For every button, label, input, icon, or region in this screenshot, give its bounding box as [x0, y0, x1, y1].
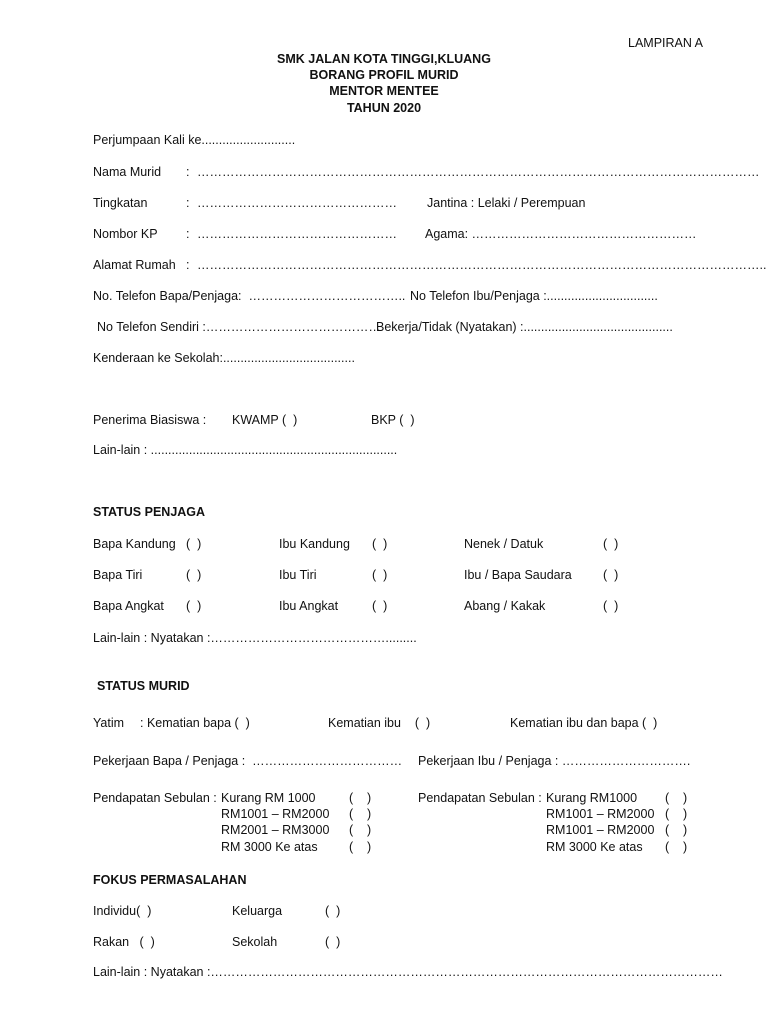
- family-checkbox[interactable]: ( ): [325, 904, 341, 918]
- income-range-label: RM1001 – RM2000: [546, 807, 655, 821]
- mother-job-field[interactable]: Pekerjaan Ibu / Penjaga : ………………………….: [418, 754, 691, 768]
- income-checkbox[interactable]: ( ): [665, 823, 688, 837]
- guardian-option-checkbox[interactable]: ( ): [372, 568, 388, 582]
- orphan-father-checkbox[interactable]: : Kematian bapa ( ): [140, 716, 250, 730]
- address-colon: :: [186, 258, 190, 272]
- orphan-both-checkbox[interactable]: Kematian ibu dan bapa ( ): [510, 716, 658, 730]
- guardian-status-heading: STATUS PENJAGA: [93, 505, 206, 519]
- level-label: Tingkatan: [93, 196, 148, 210]
- school-label: Sekolah: [232, 935, 278, 949]
- own-phone-field[interactable]: No Telefon Sendiri :……………………………………: [97, 320, 381, 334]
- income-range-label: RM 3000 Ke atas: [221, 840, 318, 854]
- form-year: TAHUN 2020: [346, 101, 422, 115]
- guardian-option-label: Bapa Kandung: [93, 537, 176, 551]
- guardian-option-checkbox[interactable]: ( ): [603, 568, 619, 582]
- income-range-label: Kurang RM1000: [546, 791, 638, 805]
- income-right-label: Pendapatan Sebulan :: [418, 791, 542, 805]
- program-name: MENTOR MENTEE: [329, 84, 439, 98]
- bkp-checkbox[interactable]: BKP ( ): [371, 413, 415, 427]
- orphan-mother-checkbox[interactable]: Kematian ibu ( ): [328, 716, 431, 730]
- father-job-field[interactable]: Pekerjaan Bapa / Penjaga : ………………………………: [93, 754, 403, 768]
- guardian-option-label: Ibu / Bapa Saudara: [464, 568, 572, 582]
- focus-others-field[interactable]: Lain-lain : Nyatakan :……………………………………………………………………………………………………………: [93, 965, 723, 979]
- transport-field[interactable]: Kenderaan ke Sekolah:......................................: [93, 351, 355, 365]
- address-field[interactable]: ………………………………………………………………………………………………………………………..: [197, 258, 767, 272]
- income-checkbox[interactable]: ( ): [665, 807, 688, 821]
- guardian-option-checkbox[interactable]: ( ): [603, 537, 619, 551]
- income-range-label: Kurang RM 1000: [221, 791, 316, 805]
- income-range-label: RM1001 – RM2000: [546, 823, 655, 837]
- income-checkbox[interactable]: ( ): [665, 840, 688, 854]
- religion-field[interactable]: Agama: ………………………………………………: [425, 227, 697, 241]
- income-range-label: RM 3000 Ke atas: [546, 840, 643, 854]
- ic-label: Nombor KP: [93, 227, 158, 241]
- income-checkbox[interactable]: ( ): [665, 791, 688, 805]
- name-label: Nama Murid: [93, 165, 162, 179]
- income-left-label: Pendapatan Sebulan :: [93, 791, 217, 805]
- name-field[interactable]: ………………………………………………………………………………………………………………………: [197, 165, 760, 179]
- guardian-option-checkbox[interactable]: ( ): [372, 599, 388, 613]
- ic-field[interactable]: …………………………………………: [197, 227, 397, 241]
- form-title: BORANG PROFIL MURID: [309, 68, 459, 82]
- ic-colon: :: [186, 227, 190, 241]
- family-label: Keluarga: [232, 904, 283, 918]
- guardian-option-label: Abang / Kakak: [464, 599, 546, 613]
- school-checkbox[interactable]: ( ): [325, 935, 341, 949]
- income-checkbox[interactable]: ( ): [349, 840, 372, 854]
- guardian-option-checkbox[interactable]: ( ): [186, 537, 202, 551]
- income-checkbox[interactable]: ( ): [349, 823, 372, 837]
- orphan-label: Yatim: [93, 716, 125, 730]
- parent-phone-field[interactable]: No. Telefon Bapa/Penjaga: ………………………………..: [93, 289, 406, 303]
- kwamp-checkbox[interactable]: KWAMP ( ): [232, 413, 298, 427]
- others-field[interactable]: Lain-lain : .......................................................................: [93, 443, 398, 457]
- working-field[interactable]: Bekerja/Tidak (Nyatakan) :...........................................: [376, 320, 673, 334]
- name-colon: :: [186, 165, 190, 179]
- income-range-label: RM2001 – RM3000: [221, 823, 330, 837]
- guardian-option-checkbox[interactable]: ( ): [186, 568, 202, 582]
- guardian-option-label: Ibu Tiri: [279, 568, 317, 582]
- income-checkbox[interactable]: ( ): [349, 807, 372, 821]
- guardian-option-label: Ibu Angkat: [279, 599, 339, 613]
- peers-checkbox[interactable]: Rakan ( ): [93, 935, 155, 949]
- student-status-heading: STATUS MURID: [97, 679, 190, 693]
- guardian-option-checkbox[interactable]: ( ): [603, 599, 619, 613]
- meeting-field[interactable]: Perjumpaan Kali ke...........................: [93, 133, 296, 147]
- address-label: Alamat Rumah: [93, 258, 176, 272]
- guardian-option-label: Nenek / Datuk: [464, 537, 544, 551]
- school-name: SMK JALAN KOTA TINGGI,KLUANG: [277, 52, 491, 66]
- guardian-others-field[interactable]: Lain-lain : Nyatakan :…………………………………….........: [93, 631, 417, 645]
- guardian-option-label: Ibu Kandung: [279, 537, 350, 551]
- guardian-option-label: Bapa Angkat: [93, 599, 164, 613]
- individual-checkbox[interactable]: Individu( ): [93, 904, 152, 918]
- income-checkbox[interactable]: ( ): [349, 791, 372, 805]
- income-range-label: RM1001 – RM2000: [221, 807, 330, 821]
- guardian-option-checkbox[interactable]: ( ): [372, 537, 388, 551]
- scholarship-label: Penerima Biasiswa :: [93, 413, 207, 427]
- level-field[interactable]: …………………………………………: [197, 196, 397, 210]
- mother-phone-field[interactable]: No Telefon Ibu/Penjaga :................................: [410, 289, 658, 303]
- level-colon: :: [186, 196, 190, 210]
- annex-label: LAMPIRAN A: [628, 36, 704, 50]
- guardian-option-label: Bapa Tiri: [93, 568, 143, 582]
- guardian-option-checkbox[interactable]: ( ): [186, 599, 202, 613]
- focus-heading: FOKUS PERMASALAHAN: [93, 873, 247, 887]
- gender-field[interactable]: Jantina : Lelaki / Perempuan: [427, 196, 586, 210]
